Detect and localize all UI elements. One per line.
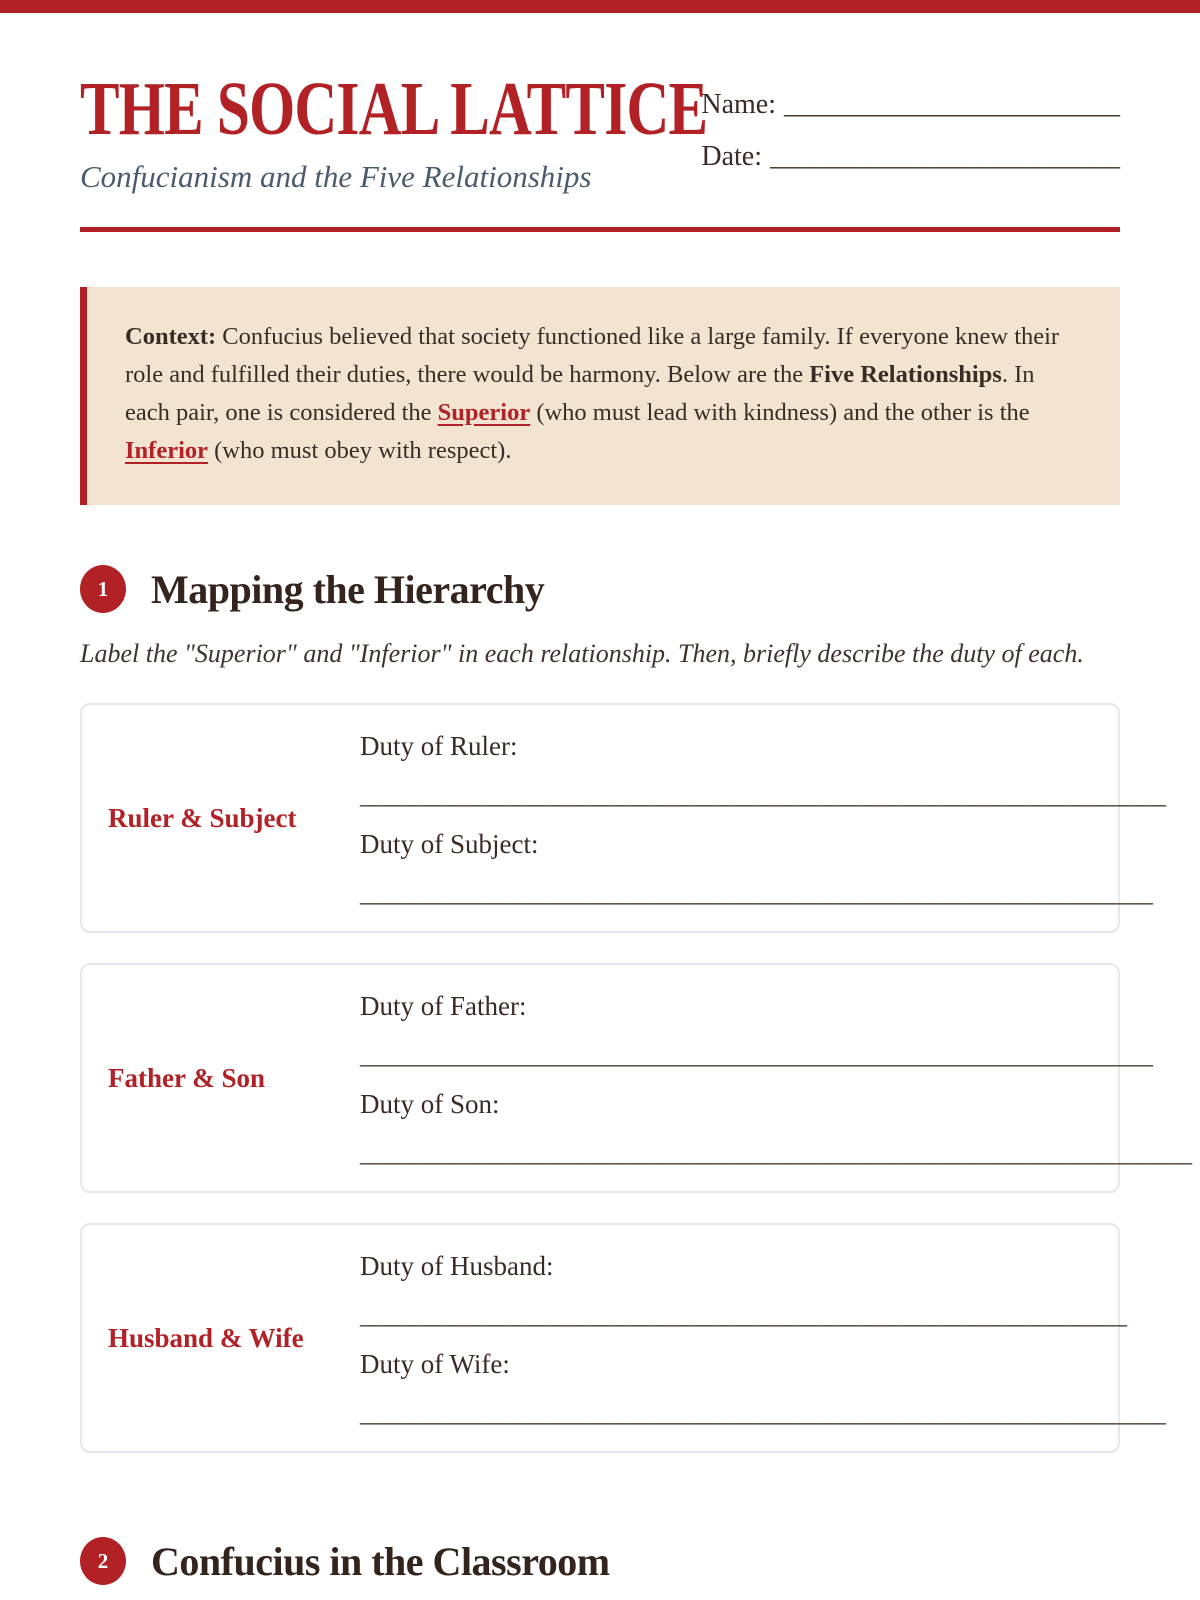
date-field-row <box>701 137 1120 176</box>
top-accent-bar <box>0 0 1200 13</box>
page-title: THE SOCIAL LATTICE <box>80 67 708 151</box>
duty-fields <box>360 729 1166 907</box>
section-1-title: Mapping the Hierarchy <box>151 566 545 612</box>
context-text-d: (who must obey with respect). <box>208 437 512 464</box>
context-text-b: . In each pair, one is considered the <box>125 361 1035 426</box>
duty-blank-line: ________________________________________________________________ <box>360 1138 1192 1167</box>
section-2-number: 2 <box>97 1548 109 1573</box>
worksheet-page <box>80 67 1192 1585</box>
relationship-label: Ruler & Subject <box>108 802 297 833</box>
context-text-c: (who must lead with kindness) and the other is the <box>530 399 1030 426</box>
section-2-heading <box>80 1537 1120 1585</box>
section-1-mapping-hierarchy <box>80 565 1192 1453</box>
relationship-label: Father & Son <box>108 1062 266 1093</box>
duty-fields <box>360 989 1192 1167</box>
relationship-card-father-son <box>80 963 1192 1193</box>
section-2-title: Confucius in the Classroom <box>151 1538 610 1584</box>
date-blank-line: _________________________ <box>770 141 1120 172</box>
inferior-term: Inferior <box>125 437 208 464</box>
duty-label: Duty of Wife: <box>360 1349 510 1379</box>
section-2-number-badge <box>80 1537 126 1585</box>
context-paragraph <box>125 318 1080 470</box>
relationship-card-ruler-subject <box>80 703 1166 933</box>
section-1-number: 1 <box>97 576 109 601</box>
duty-label: Duty of Husband: <box>360 1251 554 1281</box>
worksheet-header <box>80 67 1120 195</box>
duty-label: Duty of Father: <box>360 991 527 1021</box>
section-1-instructions: Label the "Superior" and "Inferior" in each relationship. Then, briefly describe the duty of each. <box>80 639 1084 668</box>
duty-blank-line: ______________________________________________________________ <box>360 1398 1166 1427</box>
duty-label: Duty of Ruler: <box>360 731 518 761</box>
header-divider-rule <box>80 227 1120 232</box>
name-date-block <box>701 85 1120 189</box>
superior-term: Superior <box>437 399 531 426</box>
duty-blank-line: ______________________________________________________________ <box>360 780 1166 809</box>
duty-blank-line: _____________________________________________________________ <box>360 878 1153 907</box>
context-box <box>80 287 1120 505</box>
name-label: Name: <box>701 89 776 120</box>
title-block <box>80 67 708 195</box>
context-text-a: Confucius believed that society functioned like a large family. If everyone knew their role and fulfilled their duties, there would be harmony. Below are the <box>125 323 1060 388</box>
name-field-row <box>701 85 1120 124</box>
name-blank-line: ________________________ <box>784 89 1120 120</box>
duty-blank-line: ___________________________________________________________ <box>360 1300 1127 1329</box>
date-label: Date: <box>701 141 762 172</box>
section-1-number-badge <box>80 565 126 613</box>
duty-blank-line: _____________________________________________________________ <box>360 1040 1153 1069</box>
page-subtitle: Confucianism and the Five Relationships <box>80 159 592 194</box>
section-1-heading <box>80 565 1120 613</box>
duty-label: Duty of Son: <box>360 1089 500 1119</box>
relationship-card-husband-wife <box>80 1223 1166 1453</box>
duty-fields <box>360 1249 1166 1427</box>
context-label: Context: <box>125 323 217 350</box>
duty-label: Duty of Subject: <box>360 829 539 859</box>
five-relationships-term: Five Relationships <box>809 361 1002 388</box>
relationship-label: Husband & Wife <box>108 1322 304 1353</box>
